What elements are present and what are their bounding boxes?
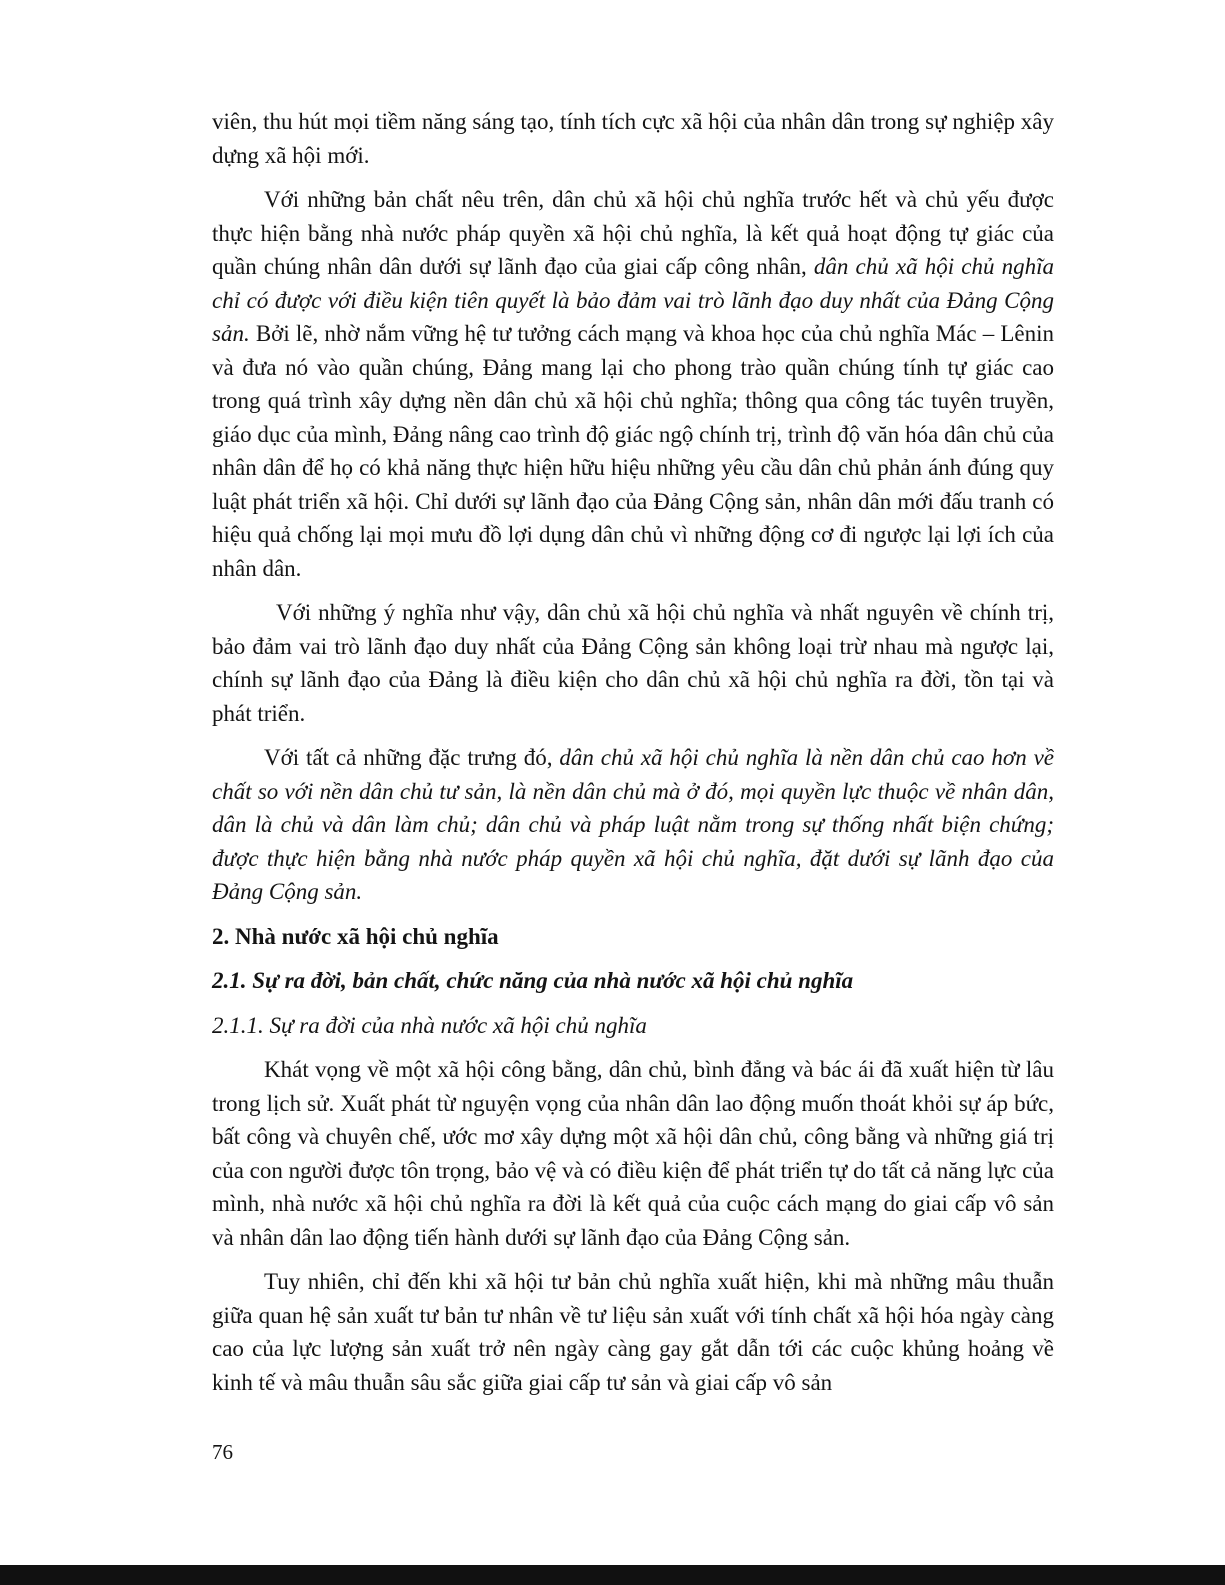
text-run: Với những ý nghĩa như vậy, dân chủ xã hội chủ nghĩa và nhất nguyên về chính trị, bảo đảm vai trò lãnh đạo duy nhất của Đảng Cộng sản không loại trừ nhau mà ngược lại, chính sự lãnh đạo của Đảng là điều kiện cho dân chủ xã hội chủ nghĩa ra đời, tồn tại và phát triển. <box>212 600 1054 726</box>
paragraph-aspiration <box>212 1053 1054 1254</box>
section-heading: 2. Nhà nước xã hội chủ nghĩa <box>212 923 499 949</box>
page-content <box>212 105 1054 1399</box>
paragraph-democracy-summary <box>212 741 1054 909</box>
subsubsection-heading: 2.1.1. Sự ra đời của nhà nước xã hội chủ nghĩa <box>212 1012 647 1038</box>
text-run: Với tất cả những đặc trưng đó, <box>264 745 560 770</box>
text-run: Với những bản chất nêu trên, dân chủ xã hội chủ nghĩa trước hết và chủ yếu được thực hiện bằng nhà nước pháp quyền xã hội chủ nghĩa, là kết quả hoạt động tự giác của quần chúng nhân dân dưới sự lãnh đạo của giai cấp công nhân, <box>212 187 1054 279</box>
text-run: Bởi lẽ, nhờ nắm vững hệ tư tưởng cách mạng và khoa học của chủ nghĩa Mác – Lênin và đưa nó vào quần chúng, Đảng mang lại cho phong trào quần chúng tính tự giác cao trong quá trình xây dựng nền dân chủ xã hội chủ nghĩa; thông qua công tác tuyên truyền, giáo dục của mình, Đảng nâng cao trình độ giác ngộ chính trị, trình độ văn hóa dân chủ của nhân dân để họ có khả năng thực hiện hữu hiệu những yêu cầu dân chủ phản ánh đúng quy luật phát triển xã hội. Chỉ dưới sự lãnh đạo của Đảng Cộng sản, nhân dân mới đấu tranh có hiệu quả chống lại mọi mưu đồ lợi dụng dân chủ vì những động cơ đi ngược lại lợi ích của nhân dân. <box>212 321 1054 581</box>
subsection-heading: 2.1. Sự ra đời, bản chất, chức năng của nhà nước xã hội chủ nghĩa <box>212 968 854 993</box>
text-run: viên, thu hút mọi tiềm năng sáng tạo, tính tích cực xã hội của nhân dân trong sự nghiệp xây dựng xã hội mới. <box>212 109 1054 168</box>
italic-text-run: dân chủ xã hội chủ nghĩa là nền dân chủ cao hơn về chất so với nền dân chủ tư sản, là nền dân chủ mà ở đó, mọi quyền lực thuộc về nhân dân, dân là chủ và dân làm chủ; dân chủ và pháp luật nằm trong sự thống nhất biện chứng; được thực hiện bằng nhà nước pháp quyền xã hội chủ nghĩa, đặt dưới sự lãnh đạo của Đảng Cộng sản. <box>212 745 1054 904</box>
paragraph-continuation <box>212 105 1054 172</box>
page-number: 76 <box>212 1440 233 1464</box>
paragraph-capitalism-contradictions <box>212 1265 1054 1399</box>
scan-bottom-border <box>0 1565 1225 1585</box>
text-run: Tuy nhiên, chỉ đến khi xã hội tư bản chủ nghĩa xuất hiện, khi mà những mâu thuẫn giữa quan hệ sản xuất tư bản tư nhân về tư liệu sản xuất với tính chất xã hội hóa ngày càng cao của lực lượng sản xuất trở nên ngày càng gay gắt dẫn tới các cuộc khủng hoảng về kinh tế và mâu thuẫn sâu sắc giữa giai cấp tư sản và giai cấp vô sản <box>212 1269 1054 1395</box>
paragraph-democracy-party-role <box>212 183 1054 585</box>
paragraph-political-monism <box>212 596 1054 730</box>
text-run: Khát vọng về một xã hội công bằng, dân chủ, bình đẳng và bác ái đã xuất hiện từ lâu trong lịch sử. Xuất phát từ nguyện vọng của nhân dân lao động muốn thoát khỏi sự áp bức, bất công và chuyên chế, ước mơ xây dựng một xã hội dân chủ, công bằng và những giá trị của con người được tôn trọng, bảo vệ và có điều kiện để phát triển tự do tất cả năng lực của mình, nhà nước xã hội chủ nghĩa ra đời là kết quả của cuộc cách mạng do giai cấp vô sản và nhân dân lao động tiến hành dưới sự lãnh đạo của Đảng Cộng sản. <box>212 1057 1054 1250</box>
italic-text-run: dân chủ xã hội chủ nghĩa chỉ có được với điều kiện tiên quyết là bảo đảm vai trò lãnh đạo duy nhất của Đảng Cộng sản. <box>212 254 1054 346</box>
